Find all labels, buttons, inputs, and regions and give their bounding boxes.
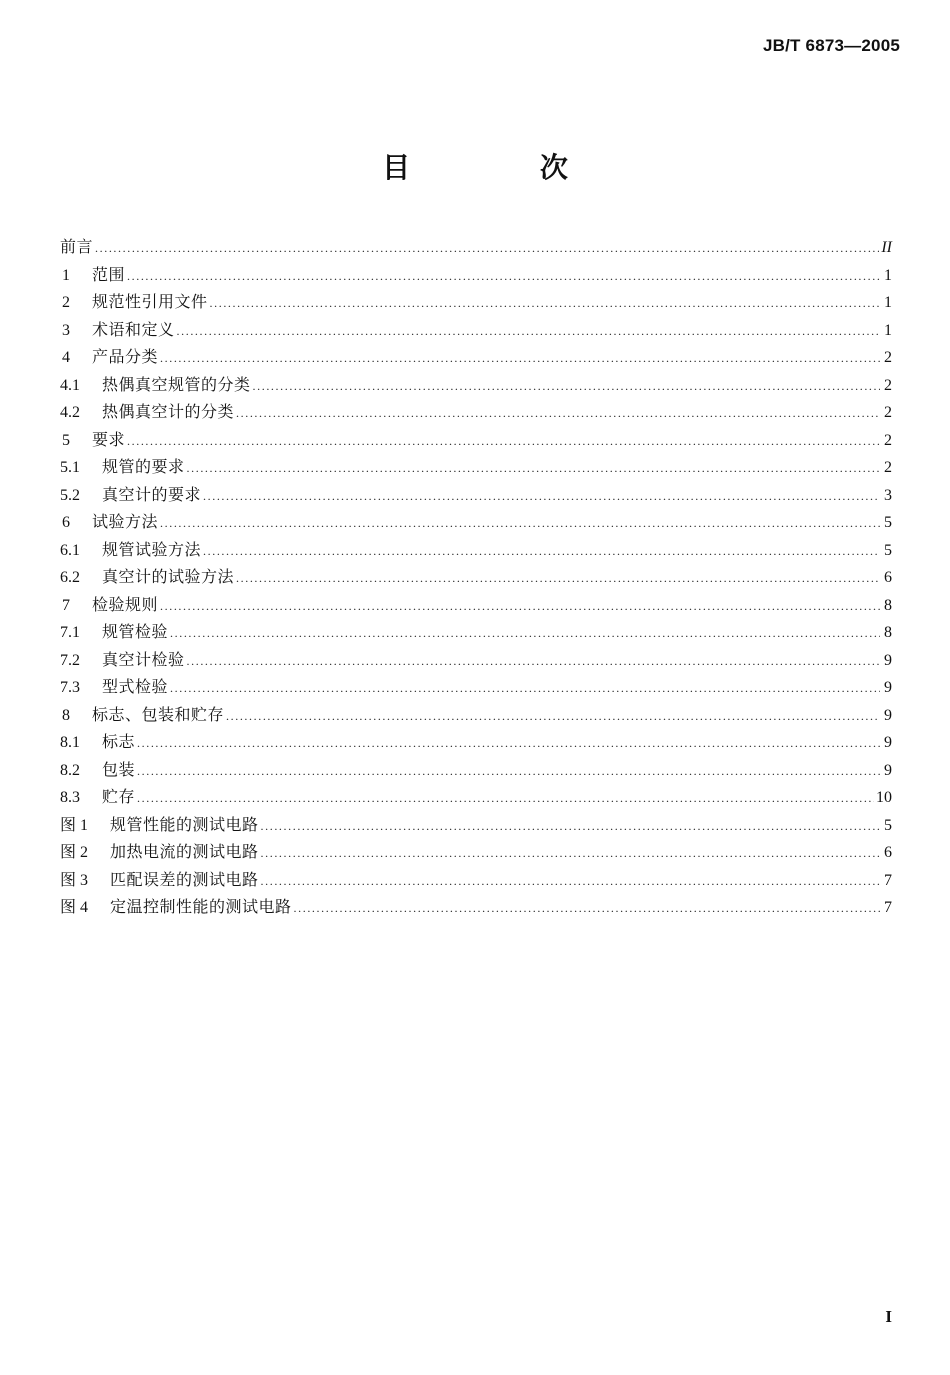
toc-dot-leader <box>160 593 880 621</box>
toc-entry-page: 2 <box>884 431 892 449</box>
toc-entry-page: 9 <box>884 761 892 779</box>
toc-entry[interactable] <box>60 783 892 811</box>
toc-dot-leader <box>210 290 880 318</box>
toc-entry[interactable] <box>60 591 892 619</box>
toc-entry-number: 8.3 <box>60 789 80 806</box>
toc-entry-page: 8 <box>884 596 892 614</box>
toc-entry-page: 6 <box>884 569 892 586</box>
toc-entry-number: 图 2 <box>60 844 89 861</box>
toc-dot-leader <box>177 318 880 346</box>
toc-entry[interactable] <box>60 673 892 701</box>
toc-entry[interactable] <box>60 508 892 536</box>
toc-entry[interactable] <box>60 371 892 399</box>
toc-entry-page: II <box>881 239 892 256</box>
toc-dot-leader <box>95 235 879 263</box>
toc-dot-leader <box>261 813 880 841</box>
toc-entry-number: 图 3 <box>60 871 89 889</box>
toc-entry[interactable] <box>60 838 892 866</box>
toc-entry-number: 5.1 <box>60 459 80 476</box>
toc-entry[interactable] <box>60 536 892 564</box>
toc-entry[interactable] <box>60 646 892 674</box>
table-of-contents <box>60 233 892 921</box>
toc-entry-page: 7 <box>884 871 892 889</box>
toc-entry-title: 真空计检验 <box>102 649 185 669</box>
toc-entry-page: 3 <box>884 486 892 504</box>
toc-entry-number: 7.2 <box>60 651 80 669</box>
toc-dot-leader <box>294 895 880 923</box>
toc-entry-title: 加热电流的测试电路 <box>110 842 259 861</box>
toc-entry-title: 要求 <box>92 429 126 449</box>
page-folio: I <box>885 1307 892 1326</box>
toc-dot-leader <box>236 400 880 428</box>
toc-entry-number: 8 <box>62 706 70 724</box>
page-title: 目 次 <box>382 151 628 184</box>
toc-entry-number: 4.2 <box>60 404 80 421</box>
toc-dot-leader <box>203 483 880 511</box>
toc-entry-title: 包装 <box>102 759 136 779</box>
toc-entry-number: 6.2 <box>60 569 80 586</box>
toc-dot-leader <box>170 620 880 648</box>
toc-dot-leader <box>137 785 874 813</box>
toc-entry[interactable] <box>60 316 892 344</box>
toc-dot-leader <box>253 373 880 401</box>
toc-entry-title: 型式检验 <box>102 677 169 696</box>
toc-entry-title: 规管的要求 <box>102 457 185 476</box>
toc-entry-page: 9 <box>884 651 892 669</box>
toc-entry-page: 2 <box>884 404 892 421</box>
toc-entry-number: 2 <box>62 294 70 311</box>
toc-dot-leader <box>226 703 880 731</box>
toc-entry[interactable] <box>60 728 892 756</box>
toc-entry-page: 6 <box>884 844 892 861</box>
toc-entry-page: 5 <box>884 514 892 531</box>
toc-entry-page: 2 <box>884 349 892 366</box>
toc-entry[interactable] <box>60 701 892 729</box>
toc-entry-number: 图 1 <box>60 816 89 834</box>
toc-entry-title: 匹配误差的测试电路 <box>110 869 259 889</box>
toc-entry[interactable] <box>60 893 892 921</box>
toc-dot-leader <box>137 730 880 758</box>
toc-entry-title: 规管试验方法 <box>102 539 202 559</box>
toc-entry-page: 2 <box>884 459 892 476</box>
toc-dot-leader <box>187 648 880 676</box>
toc-entry-title: 范围 <box>92 264 126 284</box>
toc-entry-number: 7 <box>62 596 70 614</box>
toc-entry-title: 真空计的要求 <box>102 484 202 504</box>
toc-entry[interactable] <box>60 618 892 646</box>
toc-entry-page: 2 <box>884 376 892 394</box>
toc-entry-page: 9 <box>884 706 892 724</box>
toc-entry[interactable] <box>60 756 892 784</box>
standard-code: JB/T 6873—2005 <box>763 36 900 55</box>
toc-entry-page: 5 <box>884 816 892 834</box>
toc-entry-title: 试验方法 <box>92 512 159 531</box>
toc-entry-page: 10 <box>876 789 892 806</box>
toc-entry[interactable] <box>60 261 892 289</box>
toc-entry-number: 7.3 <box>60 679 80 696</box>
toc-dot-leader <box>160 510 880 538</box>
toc-entry-title: 检验规则 <box>92 594 159 614</box>
toc-entry-number: 1 <box>62 266 70 284</box>
toc-entry-title: 定温控制性能的测试电路 <box>110 897 292 916</box>
toc-dot-leader <box>160 345 880 373</box>
toc-dot-leader <box>127 428 880 456</box>
toc-entry-page: 7 <box>884 899 892 916</box>
toc-dot-leader <box>127 263 880 291</box>
toc-entry-page: 8 <box>884 624 892 641</box>
toc-entry-title: 规管检验 <box>102 622 169 641</box>
toc-entry[interactable] <box>60 426 892 454</box>
toc-entry[interactable] <box>60 398 892 426</box>
toc-entry-number: 6.1 <box>60 541 80 559</box>
toc-entry-title: 规管性能的测试电路 <box>110 814 259 834</box>
toc-dot-leader <box>261 868 880 896</box>
toc-entry[interactable] <box>60 481 892 509</box>
toc-entry-number: 6 <box>62 514 70 531</box>
toc-entry-number: 4 <box>62 349 70 366</box>
toc-entry-number: 8.1 <box>60 734 80 751</box>
toc-entry-title: 规范性引用文件 <box>92 292 208 311</box>
toc-entry-number: 图 4 <box>60 899 89 916</box>
toc-dot-leader <box>203 538 880 566</box>
toc-dot-leader <box>236 565 880 593</box>
toc-entry-page: 9 <box>884 734 892 751</box>
toc-entry-title: 术语和定义 <box>92 319 175 339</box>
toc-entry-title: 热偶真空规管的分类 <box>102 374 251 394</box>
toc-entry[interactable] <box>60 811 892 839</box>
toc-entry[interactable] <box>60 288 892 316</box>
toc-dot-leader <box>187 455 880 483</box>
toc-entry-page: 5 <box>884 541 892 559</box>
toc-entry[interactable] <box>60 866 892 894</box>
toc-entry-title: 贮存 <box>102 787 136 806</box>
toc-entry[interactable] <box>60 233 892 261</box>
toc-entry-title: 真空计的试验方法 <box>102 567 235 586</box>
toc-entry-title: 产品分类 <box>92 347 159 366</box>
toc-entry-title: 前言 <box>60 237 94 256</box>
toc-entry-page: 1 <box>884 294 892 311</box>
toc-entry-number: 3 <box>62 321 70 339</box>
toc-entry[interactable] <box>60 453 892 481</box>
toc-entry-page: 9 <box>884 679 892 696</box>
toc-entry-title: 标志、包装和贮存 <box>92 704 225 724</box>
toc-entry-title: 标志 <box>102 732 136 751</box>
toc-entry-number: 4.1 <box>60 376 80 394</box>
toc-dot-leader <box>170 675 880 703</box>
toc-entry-number: 5 <box>62 431 70 449</box>
toc-entry[interactable] <box>60 563 892 591</box>
toc-entry-number: 7.1 <box>60 624 80 641</box>
toc-entry-page: 1 <box>884 266 892 284</box>
toc-entry-number: 5.2 <box>60 486 80 504</box>
toc-entry-title: 热偶真空计的分类 <box>102 402 235 421</box>
toc-entry[interactable] <box>60 343 892 371</box>
toc-entry-page: 1 <box>884 321 892 339</box>
toc-dot-leader <box>137 758 880 786</box>
toc-entry-number: 8.2 <box>60 761 80 779</box>
toc-dot-leader <box>261 840 880 868</box>
